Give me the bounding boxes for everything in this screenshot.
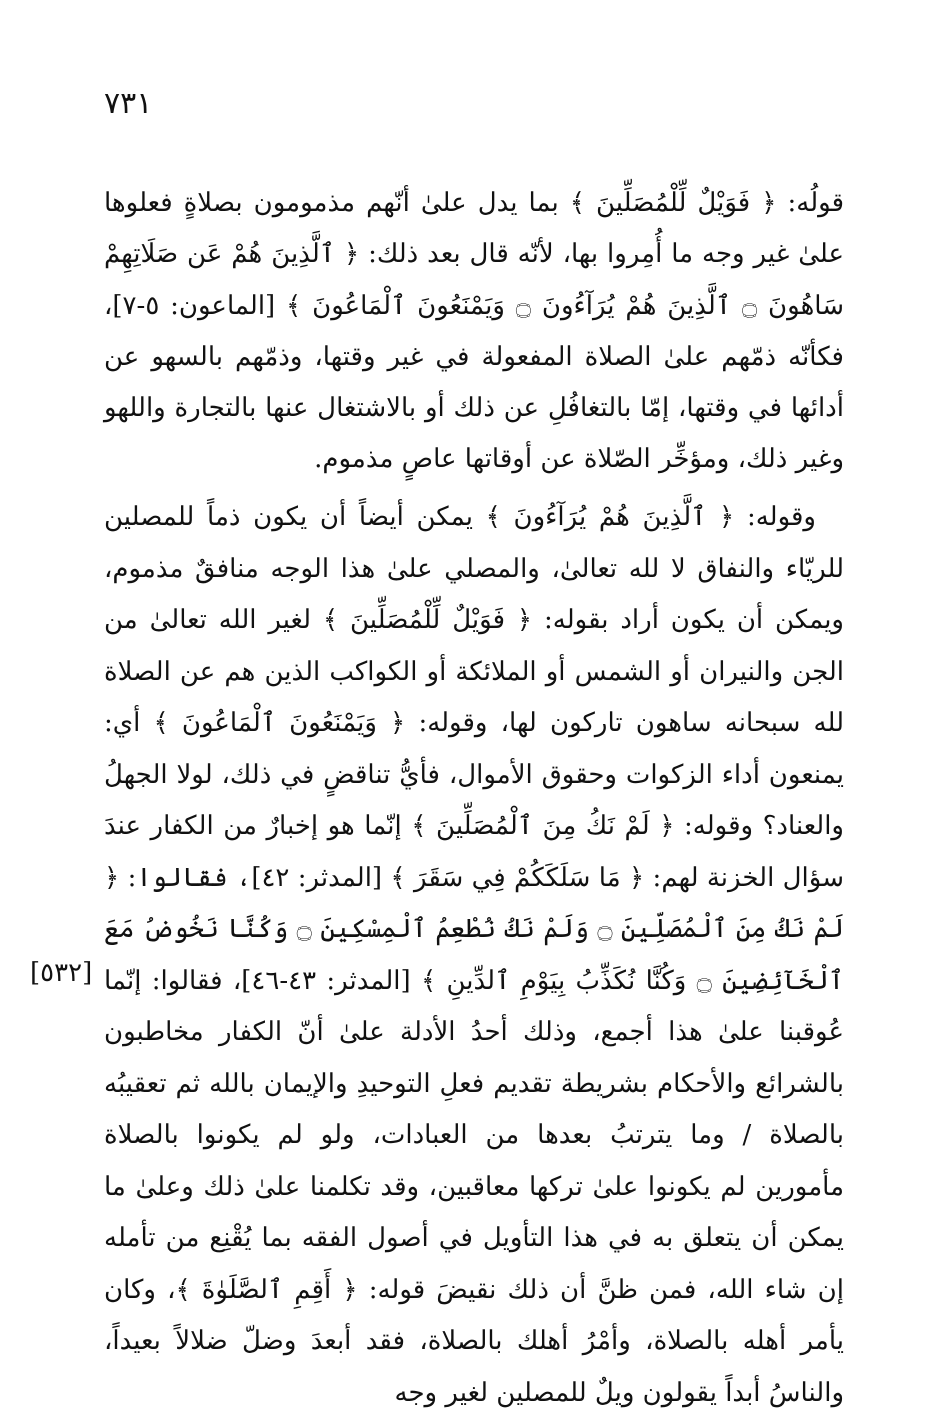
margin-page-reference: [٥٣٢] [30, 958, 93, 988]
paragraph-1: قولُه: ﴿ فَوَيْلٌ لِّلْمُصَلِّينَ ﴾ بما يدل علىٰ أنّهم مذمومون بصلاةٍ فعلوها علىٰ غير وجه ما أُمِروا بها، لأنّه قال بعد ذلك: ﴿ ٱلَّذِينَ هُمْ عَن صَلَاتِهِمْ سَاهُونَ ۝ ٱلَّذِينَ هُمْ يُرَآءُونَ ۝ وَيَمْنَعُونَ ٱلْمَاعُونَ ﴾ [الماعون: ٥-٧]، فكأنّه ذمّهم علىٰ الصلاة المفعولة في غير وقتها، وذمّهم بالسهو عن أدائها في وقتها، إمّا بالتغافُلِ عن ذلك أو بالاشتغال عنها بالتجارة واللهو وغير ذلك، ومؤخِّر الصّلاة عن أوقاتها عاصٍ مذموم. [104, 188, 844, 475]
page-number: ٧٣١ [104, 86, 153, 121]
paragraph-2: وقوله: ﴿ ٱلَّذِينَ هُمْ يُرَآءُونَ ﴾ يمكن أيضاً أن يكون ذماً للمصلين للريّاء والنفاق لا لله تعالىٰ، والمصلي علىٰ هذا الوجه منافقٌ مذموم، ويمكن أن يكون أراد بقوله: ﴿ فَوَيْلٌ لِّلْمُصَلِّينَ ﴾ لغير الله تعالىٰ من الجن والنيران أو الشمس أو الملائكة أو الكواكب الذين هم عن الصلاة لله سبحانه ساهون تاركون لها، وقوله: ﴿ وَيَمْنَعُونَ ٱلْمَاعُونَ ﴾ أي: يمنعون أداء الزكوات وحقوق الأموال، فأيُّ تناقضٍ في ذلك، لولا الجهلُ والعناد؟ وقوله: ﴿ لَمْ نَكُ مِنَ ٱلْمُصَلِّينَ ﴾ إنّما هو إخبارٌ من الكفار عندَ سؤال الخزنة لهم: ﴿ مَا سَلَكَكُمْ فِي سَقَرَ ﴾ [المدثر: ٤٢]، فقالوا: ﴿ لَمْ نَكُ مِنَ ٱلْمُصَلِّينَ ۝ وَلَمْ نَكُ نُطْعِمُ ٱلْمِسْكِينَ ۝ وَكُنَّا نَخُوضُ مَعَ ٱلْخَآئِضِينَ ۝ وَكُنَّا نُكَذِّبُ بِيَوْمِ ٱلدِّينِ ﴾ [المدثر: ٤٣-٤٦]، فقالوا: إنّما عُوقبنا علىٰ هذا أجمع، وذلك أحدُ الأدلة علىٰ أنّ الكفار مخاطبون بالشرائع والأحكام بشريطة تقديم فعلِ التوحيدِ والإيمان بالله ثم تعقيبُه بالصلاة / وما يترتبُ بعدها من العبادات، ولو لم يكونوا بالصلاة مأمورين لم يكونوا علىٰ تركها معاقبين، وقد تكلمنا علىٰ ذلك وعلىٰ ما يمكن أن يتعلق به في هذا التأويل في أصول الفقه بما يُقْنِع من تأمله إن شاء الله، فمن ظنَّ أن ذلك نقيضَ قوله: ﴿ أَقِمِ ٱلصَّلَوٰةَ ﴾، وكان يأمر أهله بالصلاة، وأمْرُ أهلك بالصلاة، فقد أبعدَ وضلّ ضلالاً بعيداً، والناسُ أبداً يقولون ويلٌ للمصلين لغير وجه [104, 502, 845, 1408]
